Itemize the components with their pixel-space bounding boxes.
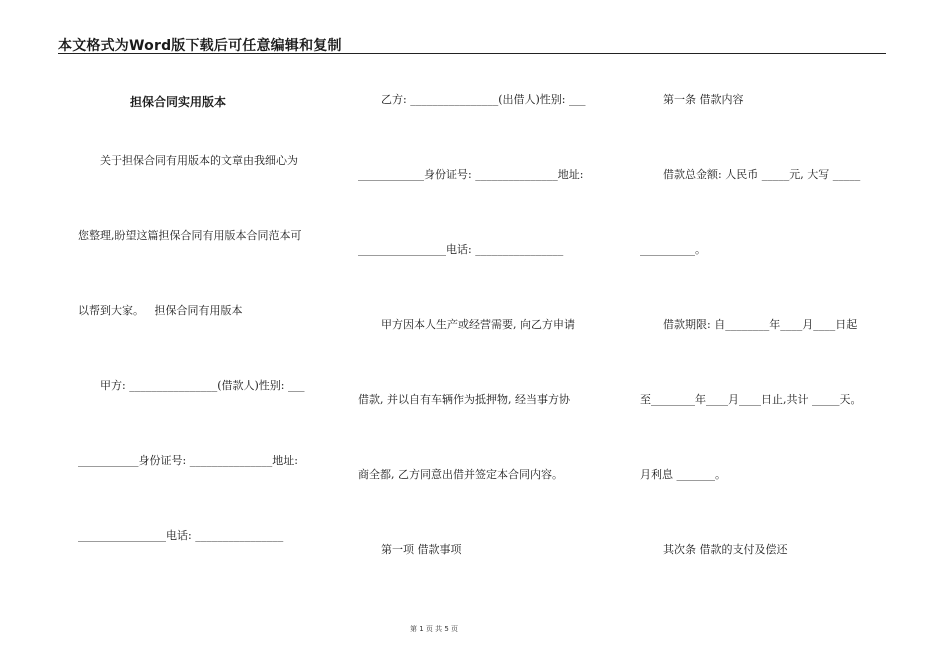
right-line-7: 其次条 借款的支付及偿还 <box>663 543 788 556</box>
middle-line-3: ________________电话: ________________ <box>358 243 564 256</box>
document-title: 担保合同实用版本 <box>130 95 227 109</box>
left-line-6: ________________电话: ________________ <box>78 529 284 542</box>
middle-line-7: 第一项 借款事项 <box>381 543 462 556</box>
right-line-3: __________。 <box>640 243 706 256</box>
middle-line-4: 甲方因本人生产或经营需要, 向乙方申请 <box>381 318 575 331</box>
left-line-4: 甲方: ________________(借款人)性别: ___ <box>100 379 305 392</box>
left-line-2: 您整理,盼望这篇担保合同有用版本合同范本可 <box>78 229 302 242</box>
middle-line-6: 商全都, 乙方同意出借并签定本合同内容。 <box>358 468 563 481</box>
document-header-title: 本文格式为Word版下载后可任意编辑和复制 <box>58 38 342 54</box>
middle-line-2: ____________身份证号: _______________地址: <box>358 168 584 181</box>
middle-line-1: 乙方: ________________(出借人)性别: ___ <box>381 93 586 106</box>
page-number: 第 1 页 共 5 页 <box>410 625 459 633</box>
right-line-1: 第一条 借款内容 <box>663 93 744 106</box>
right-line-6: 月利息 _______。 <box>640 468 726 481</box>
left-line-5: ___________身份证号: _______________地址: <box>78 454 298 467</box>
right-line-4: 借款期限: 自________年____月____日起 <box>663 318 858 331</box>
header-divider <box>58 53 886 54</box>
right-line-2: 借款总金额: 人民币 _____元, 大写 _____ <box>663 168 861 181</box>
middle-line-5: 借款, 并以自有车辆作为抵押物, 经当事方协 <box>358 393 570 406</box>
right-line-5: 至________年____月____日止,共计 _____天。 <box>640 393 862 406</box>
left-line-1: 关于担保合同有用版本的文章由我细心为 <box>100 154 298 167</box>
left-line-3: 以帮到大家。 担保合同有用版本 <box>78 304 243 317</box>
